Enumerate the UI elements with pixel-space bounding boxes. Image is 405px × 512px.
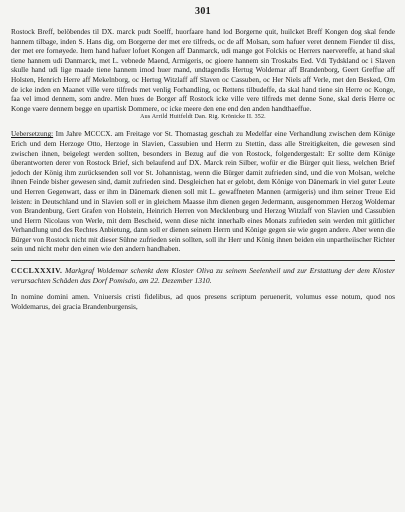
- translation-text: Im Jahre MCCCX. am Freitage vor St. Thomastag geschah zu Medelfar eine Verhandlung zwischen dem Könige Erich und dem Herzoge Otto, Herzoge in Slavien, Cassubien und Herrn zu Stettin, dass alle Streitigkeiten, die gewesen sind zwischen ihnen, beigelegt werden sollten, besonders in Bezug auf die von Rostock, folgendergestalt: Er sollte dem Könige überantworten derer von Rostock Brief, sich belaufend auf DX. Marck rein Silber, wofür er die Bürger quit liess, welchen Brief jedoch der König ihm zurücksenden soll vor St. Johannistag, wenn die Bürger damit zufrieden sind, und die von Molsan, welche ihnen Feinde bisher gewesen sind, damit zufrieden sind. Desgleichen hat er gelobt, dem Könige von Dänemark in viel guter Leute und Herren Gegenwart, dass er ihm in Dänemark dienen soll mit L. gewaffneten Mannen (armigeris) und ihm seiner Treue Eid leisten: in Deutschland und in Slavien soll er in gleichem Maasse ihm dienen gegen Jedermann, ausgenommen Herzog Woldemar von Brandenburg, Gert Grafen von Holstein, Heinrich Herren von Mecklenburg und Herzog Witzlaff von Slavien und Cassubien und Herrn Nicolaus von Werle, mit dem Bescheid, wenn diese nicht innerhalb eines Monats zufrieden sein werden mit gütlicher Verhandlung und des Rechtes Anbietung, dann soll er dienen seinem Herrn und Könige gegen sie wie gegen andere. Aber wenn die Bürger von Rostock nicht mit dieser Sühne zufrieden sein sollten, soll ihr Herr und König ihnen beiden ein unpartheiischer Richter sein und nicht mehr den einen wie den andern handhaben.: [11, 129, 395, 254]
- translation-paragraph: [11, 129, 395, 254]
- translation-label: Uebersetzung:: [11, 129, 54, 139]
- charter-number: CCCLXXXIV.: [11, 266, 63, 276]
- charter-heading-text: Markgraf Woldemar schenkt dem Kloster Oliva zu seinem Seelenheil und zur Erstattung der dem Kloster verursachten Schäden das Dorf Pomisdo, am 22. Dezember 1310.: [11, 266, 395, 286]
- section-divider: [11, 260, 395, 261]
- old-german-paragraph: Rostock Breff, belöbendes til DX. marck pudt Soelff, huorfaare hand lod Borgerne quit, huilcket Breff Kongen dog skal fende hannem tilbage, inden S. Hans dig, om Borgerne der met ere tilfreds, oc de aff Molsan, som hafuer veret dennem Fiender til diss, der met ere fornøyede. Item hand hafuer lofuet Kongen aff Danmarck, udi mange got Folckis oc Herrers naervereffe, at hand skal tiene hannem udi Danmarck, met L. vebnede Maend, Armigeris, oc gioere hannem sin Troskabs Eed. Vdi Tydskland oc i Slaven skulle hand udi lige maade tiene hannem imod huer mand, undtagendis Hertug Woldemar aff Brandenborg, Geert Greffue aff Holsten, Henrich Herre aff Mekelnborg, oc Hertug Witzlaff aff Slaven oc Cassuben, oc Her Niels aff Verle, met den Besked, Om de icke inden en Maanet ville vere tilfreds met venlig Forhandling, oc Rettens tilbudeffe, da skal hand tiene sin Herre oc Konge, faa vel imod dennem, som andre. Men hues de Borger aff Rostock icke ville vere tilfreds met denne Sone, skal deris Herre oc Konge vaere dennem begge en upartisk Dommere, oc icke meere den ene end den anden handthaeffue.: [11, 27, 395, 113]
- latin-paragraph: In nomine domini amen. Vniuersis cristi fidelibus, ad quos presens scriptum peruenerit, volumus esse notum, quod nos Woldemarus, dei gracia Brandenburgensis,: [11, 292, 395, 312]
- page-number: 301: [195, 6, 211, 17]
- source-citation: Aus Arrild Huitfeldt Dan. Rig. Krönicke II. 352.: [140, 114, 266, 121]
- charter-heading: [11, 266, 395, 286]
